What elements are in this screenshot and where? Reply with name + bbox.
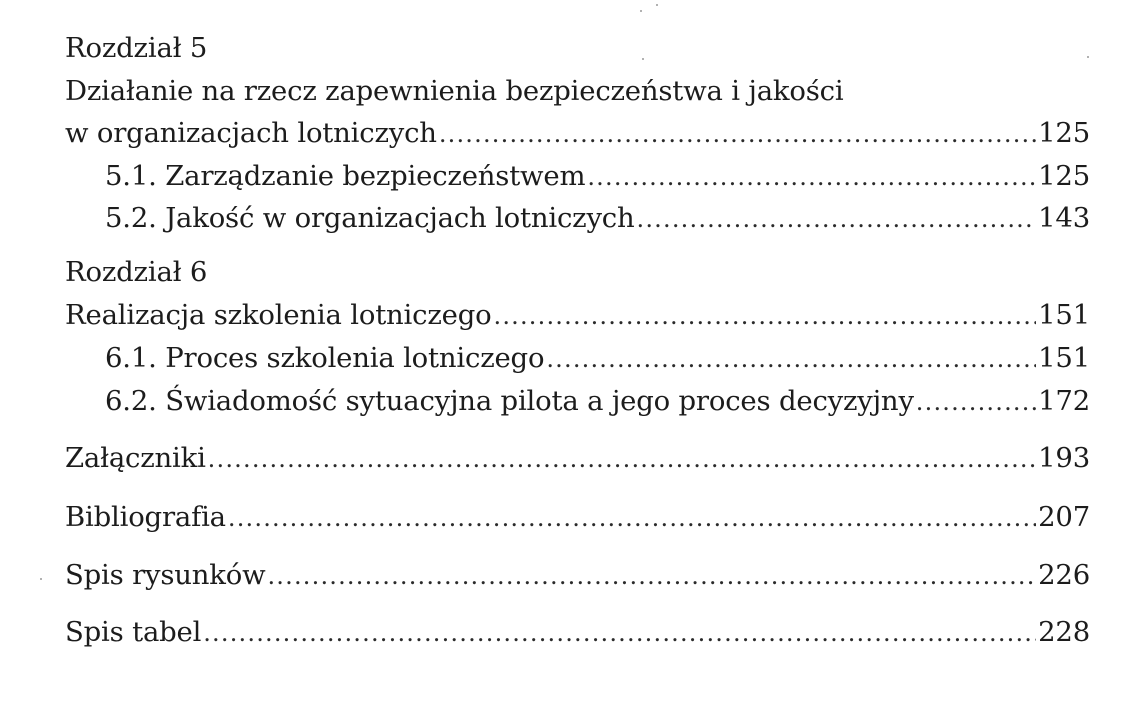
dot-leader — [546, 346, 1036, 372]
toc-entry-5-1[interactable] — [105, 156, 1090, 196]
section-page-number: 125 — [1038, 160, 1090, 192]
dot-leader — [587, 164, 1036, 190]
back-matter-label: Bibliografia — [65, 501, 226, 533]
section-page-number: 172 — [1038, 385, 1090, 417]
chapter-6-page-number: 151 — [1038, 299, 1090, 331]
chapter-6-heading: Rozdział 6 — [65, 256, 208, 288]
back-matter-label: Spis tabel — [65, 616, 202, 648]
back-matter-label: Spis rysunków — [65, 559, 266, 591]
chapter-5-title-entry[interactable] — [65, 113, 1090, 153]
chapter-5-heading: Rozdział 5 — [65, 32, 208, 64]
scan-speck — [640, 10, 642, 12]
chapter-5-title-line-2: w organizacjach lotniczych — [65, 117, 437, 149]
chapter-6-title-entry[interactable] — [65, 295, 1090, 335]
toc-entry-5-2[interactable] — [105, 198, 1090, 238]
dot-leader — [203, 620, 1036, 646]
toc-entry-zalaczniki[interactable] — [65, 438, 1090, 478]
scan-speck — [1087, 56, 1089, 58]
toc-entry-spis-rysunkow[interactable] — [65, 555, 1090, 595]
scan-speck — [40, 578, 42, 580]
section-label: 6.1. Proces szkolenia lotniczego — [105, 342, 545, 374]
back-matter-page-number: 228 — [1038, 616, 1090, 648]
dot-leader — [228, 505, 1036, 531]
toc-entry-spis-tabel[interactable] — [65, 612, 1090, 652]
section-label: 5.2. Jakość w organizacjach lotniczych — [105, 202, 635, 234]
toc-entry-6-2[interactable] — [105, 381, 1090, 421]
dot-leader — [208, 446, 1036, 472]
back-matter-page-number: 207 — [1038, 501, 1090, 533]
toc-entry-6-1[interactable] — [105, 338, 1090, 378]
section-label: 5.1. Zarządzanie bezpieczeństwem — [105, 160, 586, 192]
scan-speck — [642, 58, 644, 60]
section-label: 6.2. Świadomość sytuacyjna pilota a jego proces decyzyjny — [105, 385, 914, 417]
dot-leader — [637, 206, 1037, 232]
chapter-5-page-number: 125 — [1038, 117, 1090, 149]
section-page-number: 151 — [1038, 342, 1090, 374]
toc-entry-bibliografia[interactable] — [65, 497, 1090, 537]
back-matter-label: Załączniki — [65, 442, 206, 474]
dot-leader — [439, 121, 1036, 147]
section-page-number: 143 — [1038, 202, 1090, 234]
chapter-6-title: Realizacja szkolenia lotniczego — [65, 299, 492, 331]
chapter-5-title-line-1: Działanie na rzecz zapewnienia bezpieczeństwa i jakości — [65, 75, 844, 107]
dot-leader — [493, 303, 1036, 329]
scan-speck — [656, 4, 658, 6]
back-matter-page-number: 193 — [1038, 442, 1090, 474]
dot-leader — [916, 389, 1036, 415]
back-matter-page-number: 226 — [1038, 559, 1090, 591]
dot-leader — [267, 563, 1036, 589]
